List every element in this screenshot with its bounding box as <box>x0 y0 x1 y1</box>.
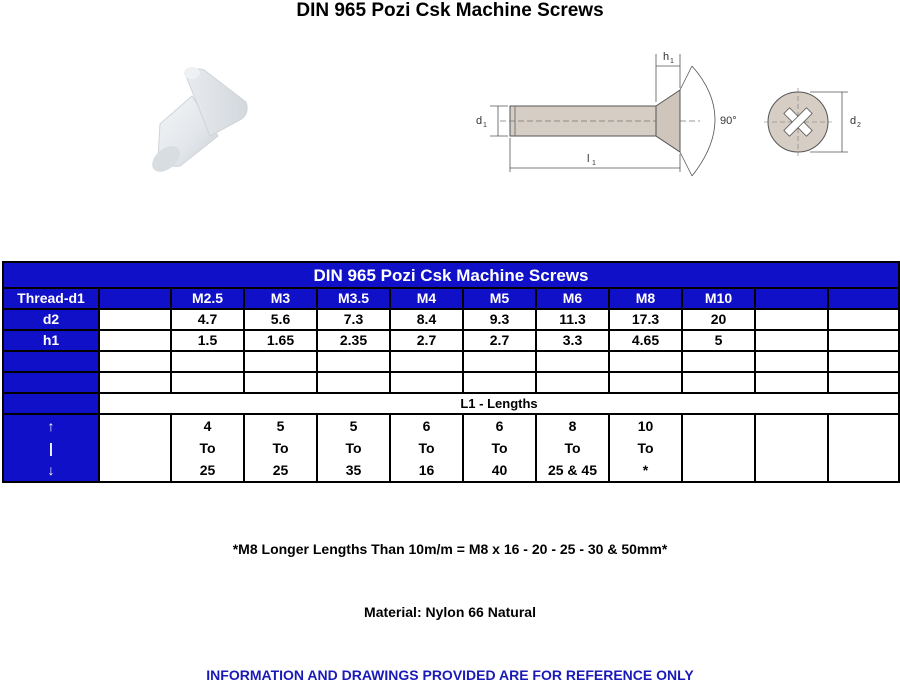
material-note: Material: Nylon 66 Natural <box>364 604 536 620</box>
thread-cell: M5 <box>463 288 536 309</box>
d2-dim-label: d <box>850 115 857 127</box>
disclaimer: INFORMATION AND DRAWINGS PROVIDED ARE FOR REFERENCE ONLY <box>206 667 694 683</box>
h1-cell: 1.5 <box>171 330 244 351</box>
spec-table <box>2 261 900 483</box>
length-cell: 6 To 40 <box>463 414 536 482</box>
d2-cell: 5.6 <box>244 309 317 330</box>
h1-cell: 2.35 <box>317 330 390 351</box>
lengths-row <box>3 414 899 482</box>
h1-cell <box>828 330 899 351</box>
screw-photo <box>130 58 260 178</box>
length-cell: 5 To 25 <box>244 414 317 482</box>
svg-text:1: 1 <box>483 122 487 129</box>
length-cell: 10 To * <box>609 414 682 482</box>
length-cell: 6 To 16 <box>390 414 463 482</box>
h1-dim-label: h <box>663 51 670 63</box>
d2-cell: 11.3 <box>536 309 609 330</box>
angle-label: 90° <box>720 115 737 127</box>
technical-drawing <box>470 44 890 184</box>
h1-cell: 2.7 <box>390 330 463 351</box>
svg-text:1: 1 <box>592 160 596 167</box>
lengths-header-row <box>3 393 899 414</box>
thread-cell: M10 <box>682 288 755 309</box>
h1-cell: 3.3 <box>536 330 609 351</box>
d1-dim-label: d <box>476 115 483 127</box>
thread-cell: M6 <box>536 288 609 309</box>
empty-row <box>3 351 899 372</box>
thread-row <box>3 288 899 309</box>
h1-cell: 5 <box>682 330 755 351</box>
thread-cell <box>828 288 899 309</box>
page-title: DIN 965 Pozi Csk Machine Screws <box>296 0 604 21</box>
thread-cell: M8 <box>609 288 682 309</box>
thread-cell: M2.5 <box>171 288 244 309</box>
l1-dim-label: l <box>587 153 590 165</box>
arrow-down-icon: ↓ <box>47 462 55 478</box>
arrow-bar-icon: | <box>49 440 53 456</box>
h1-cell: 2.7 <box>463 330 536 351</box>
svg-text:2: 2 <box>857 122 861 129</box>
d2-cell: 9.3 <box>463 309 536 330</box>
d2-cell: 8.4 <box>390 309 463 330</box>
d2-cell <box>828 309 899 330</box>
d2-label: d2 <box>3 309 99 330</box>
h1-cell <box>755 330 828 351</box>
d2-cell: 20 <box>682 309 755 330</box>
d2-cell <box>755 309 828 330</box>
svg-text:1: 1 <box>670 58 674 65</box>
h1-cell: 1.65 <box>244 330 317 351</box>
empty-row <box>3 372 899 393</box>
length-cell: 4 To 25 <box>171 414 244 482</box>
d2-row <box>3 309 899 330</box>
thread-cell: M3 <box>244 288 317 309</box>
thread-label: Thread-d1 <box>3 288 99 309</box>
arrow-up-icon: ↑ <box>47 418 55 434</box>
lengths-label: L1 - Lengths <box>99 393 899 414</box>
length-cell: 5 To 35 <box>317 414 390 482</box>
table-header: DIN 965 Pozi Csk Machine Screws <box>3 262 899 288</box>
thread-cell: M4 <box>390 288 463 309</box>
d2-cell: 7.3 <box>317 309 390 330</box>
thread-cell <box>755 288 828 309</box>
h1-cell: 4.65 <box>609 330 682 351</box>
m8-note: *M8 Longer Lengths Than 10m/m = M8 x 16 - 20 - 25 - 30 & 50mm* <box>232 541 668 557</box>
thread-cell: M3.5 <box>317 288 390 309</box>
h1-row <box>3 330 899 351</box>
d2-cell: 17.3 <box>609 309 682 330</box>
length-arrow <box>3 414 99 482</box>
d2-cell: 4.7 <box>171 309 244 330</box>
h1-label: h1 <box>3 330 99 351</box>
length-cell: 8 To 25 & 45 <box>536 414 609 482</box>
